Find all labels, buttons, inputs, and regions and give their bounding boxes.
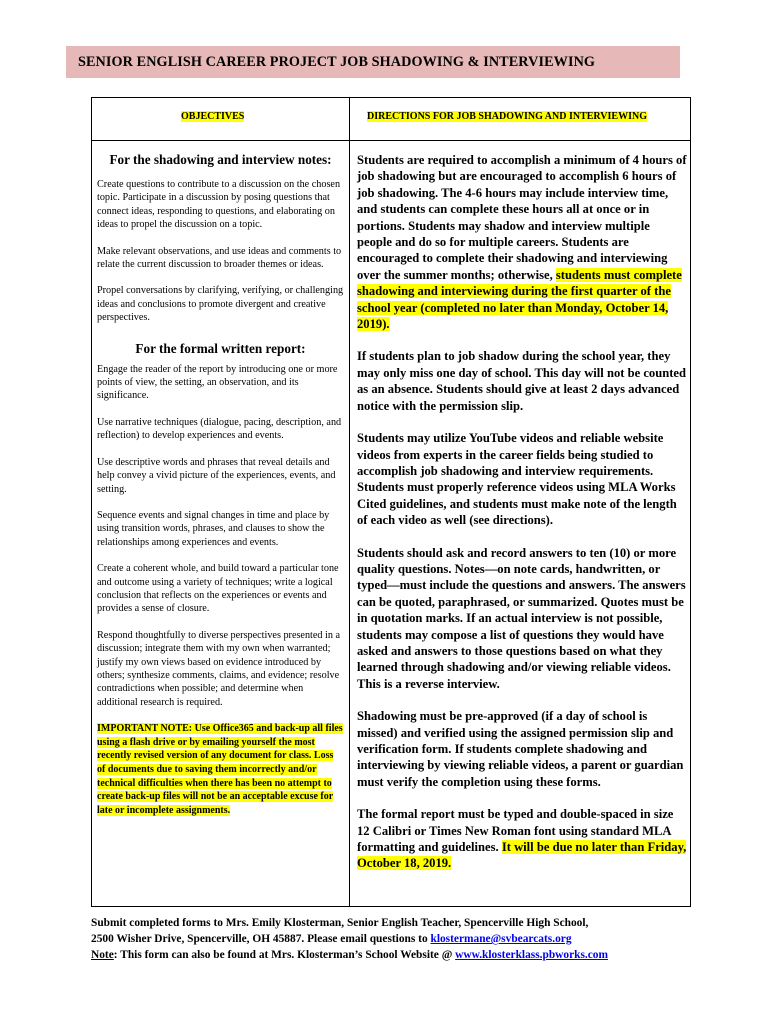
objective-paragraph: Create a coherent whole, and build toward a particular tone and outcome using a variety of techniques; write a logical conclusion that reflects on the experiences or events and provides a sense of closure. bbox=[97, 563, 339, 615]
footer-note: Note: This form can also be found at Mrs. Klosterman’s School Website @ www.klosterklass.pbworks.com bbox=[91, 949, 608, 961]
directions-column bbox=[357, 152, 687, 872]
shadowing-notes-heading: For the shadowing and interview notes: bbox=[109, 152, 332, 167]
objectives-header: OBJECTIVES bbox=[181, 111, 245, 122]
objectives-column bbox=[97, 152, 344, 817]
objective-paragraph: Propel conversations by clarifying, verifying, or challenging ideas and conclusions to promote divergent and creative perspectives. bbox=[97, 285, 344, 324]
objective-paragraph: Create questions to contribute to a discussion on the chosen topic. Participate in a discussion by posing questions that connect ideas, responding to questions, and elaborating on ideas to propel the discussion on a topic. bbox=[97, 179, 341, 231]
footer-line: 2500 Wisher Drive, Spencerville, OH 45887. Please email questions to klostermane@svbearcats.org bbox=[91, 933, 572, 945]
title-band bbox=[66, 46, 680, 78]
direction-paragraph: Students may utilize YouTube videos and reliable website videos from experts in the career fields being studied to accomplish job shadowing and interview requirements. Students must properly reference videos using MLA Works Cited guidelines, and students must make note of the length of each video as well (see directions). bbox=[357, 431, 677, 528]
objective-paragraph: Use narrative techniques (dialogue, pacing, description, and reflection) to develop experiences and events. bbox=[97, 416, 342, 442]
direction-paragraph: Students should ask and record answers to ten (10) or more quality questions. Notes—on note cards, handwritten, or typed—must include the questions and answers. The answers can be quoted, paraphrased, or summarized. Quotes must be in quotation marks. If an actual interview is not possible, students may compose a list of questions they would have asked and answers to those questions based on what they learned through shadowing and/or viewing reliable videos. This is a reverse interview. bbox=[357, 545, 686, 691]
footer bbox=[91, 915, 691, 963]
direction-paragraph: If students plan to job shadow during the school year, they may only miss one day of school. This day will not be counted as an absence. Students should give at least 2 days advanced notice with the permission slip. bbox=[357, 349, 687, 413]
footer-line: Submit completed forms to Mrs. Emily Klosterman, Senior English Teacher, Spencerville High School, bbox=[91, 917, 589, 929]
email-link[interactable]: klostermane@svbearcats.org bbox=[430, 933, 572, 945]
objective-paragraph: Sequence events and signal changes in time and place by using transition words, phrases, and clauses to show the relationships among experiences and events. bbox=[97, 509, 330, 548]
page-title: SENIOR ENGLISH CAREER PROJECT JOB SHADOWING & INTERVIEWING bbox=[78, 53, 596, 70]
direction-paragraph: Shadowing must be pre-approved (if a day of school is missed) and verified using the assigned permission slip and verification form. If students complete shadowing and interviewing by viewing reliable videos, a parent or guardian must verify the completion using these forms. bbox=[357, 709, 684, 789]
directions-header: DIRECTIONS FOR JOB SHADOWING AND INTERVIEWING bbox=[367, 111, 647, 122]
direction-paragraph: Students are required to accomplish a minimum of 4 hours of job shadowing but are encouraged to accomplish 6 hours of job shadowing. The 4-6 hours may include interview time, and students can complete these hours all at once or in portions. Students may shadow and interview multiple people and do so for multiple careers. Students are encouraged to complete their shadowing and interviewing over the summer months; otherwise, students must complete shadowing and interviewing during the first quarter of the school year (completed no later than Monday, October 14, 2019). bbox=[357, 153, 687, 332]
direction-paragraph: The formal report must be typed and double-spaced in size 12 Calibri or Times New Roman font using standard MLA formatting and guidelines. It will be due no later than Friday, October 18, 2019. bbox=[357, 807, 687, 871]
written-report-heading: For the formal written report: bbox=[135, 340, 306, 356]
objective-paragraph: Engage the reader of the report by introducing one or more points of view, the setting, an observation, and its significance. bbox=[97, 363, 338, 402]
header-row-divider bbox=[92, 140, 690, 141]
objective-paragraph: Make relevant observations, and use ideas and comments to relate the current discussion to broader themes or ideas. bbox=[97, 245, 342, 271]
column-divider bbox=[349, 98, 350, 906]
objective-paragraph: Respond thoughtfully to diverse perspectives presented in a discussion; integrate them with my own when warranted; justify my own views based on evidence introduced by others; synthesize comments, claims, and evidence; resolve contradictions when possible; and determine when additional research is required. bbox=[97, 629, 341, 708]
objective-paragraph: Use descriptive words and phrases that reveal details and help convey a vivid picture of the experiences, events, and setting. bbox=[97, 456, 336, 495]
content-table bbox=[91, 97, 691, 907]
website-link[interactable]: www.klosterklass.pbworks.com bbox=[455, 949, 608, 961]
important-note: IMPORTANT NOTE: Use Office365 and back-up all files using a flash drive or by emailing yourself the most recently revised version of any document for class. Loss of documents due to saving them incorrectly and/or technical difficulties when there has been no attempt to create back-up files will not be an acceptable excuse for late or incomplete assignments. bbox=[97, 723, 343, 816]
